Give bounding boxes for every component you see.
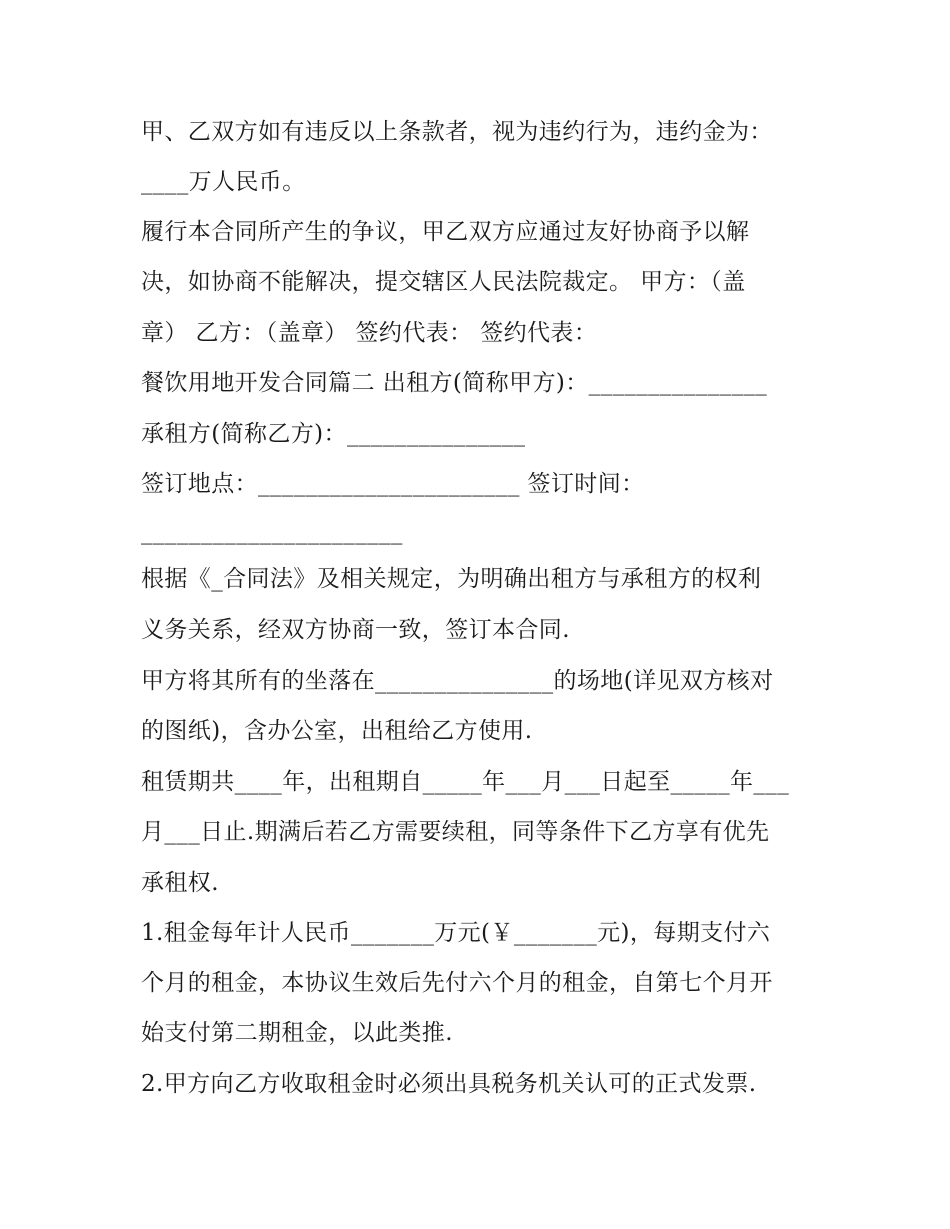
text-line: 履行本合同所产生的争议，甲乙双方应通过友好协商予以解 [141, 219, 750, 245]
text-line: 租赁期共____年，出租期自_____年___月___日起至_____年___ [141, 769, 790, 795]
text-line: ______________________ [141, 519, 403, 545]
text-line: 承租方(简称乙方)：_______________ [141, 421, 526, 447]
text-line: 根据《_合同法》及相关规定，为明确出租方与承租方的权利 [141, 566, 762, 592]
text-line: 甲、乙双方如有违反以上条款者，视为违约行为，违约金为： [141, 119, 773, 145]
text-line: 月___日止.期满后若乙方需要续租，同等条件下乙方享有优先 [141, 819, 770, 845]
text-line: 始支付第二期租金，以此类推. [141, 1020, 453, 1046]
text-line: 1.租金每年计人民币_______万元(￥_______元)，每期支付六 [141, 920, 771, 946]
text-line: 餐饮用地开发合同篇二 出租方(简称甲方)：_______________ [141, 370, 768, 396]
text-line: 签订地点：______________________ 签订时间： [141, 471, 645, 497]
text-line: 决，如协商不能解决，提交辖区人民法院裁定。 甲方：（盖 [141, 269, 746, 295]
text-line: 义务关系，经双方协商一致，签订本合同. [141, 617, 570, 643]
text-line: 的图纸)，含办公室，出租给乙方使用. [141, 718, 533, 744]
text-line: ____万人民币。 [141, 169, 306, 195]
text-line: 甲方将其所有的坐落在_______________的场地(详见双方核对 [141, 668, 774, 694]
text-line: 章） 乙方：（盖章） 签约代表： 签约代表： [141, 320, 598, 346]
text-line: 个月的租金，本协议生效后先付六个月的租金，自第七个月开 [141, 970, 773, 996]
text-line: 承租权. [141, 870, 219, 896]
text-line: 2.甲方向乙方收取租金时必须出具税务机关认可的正式发票. [141, 1071, 757, 1097]
